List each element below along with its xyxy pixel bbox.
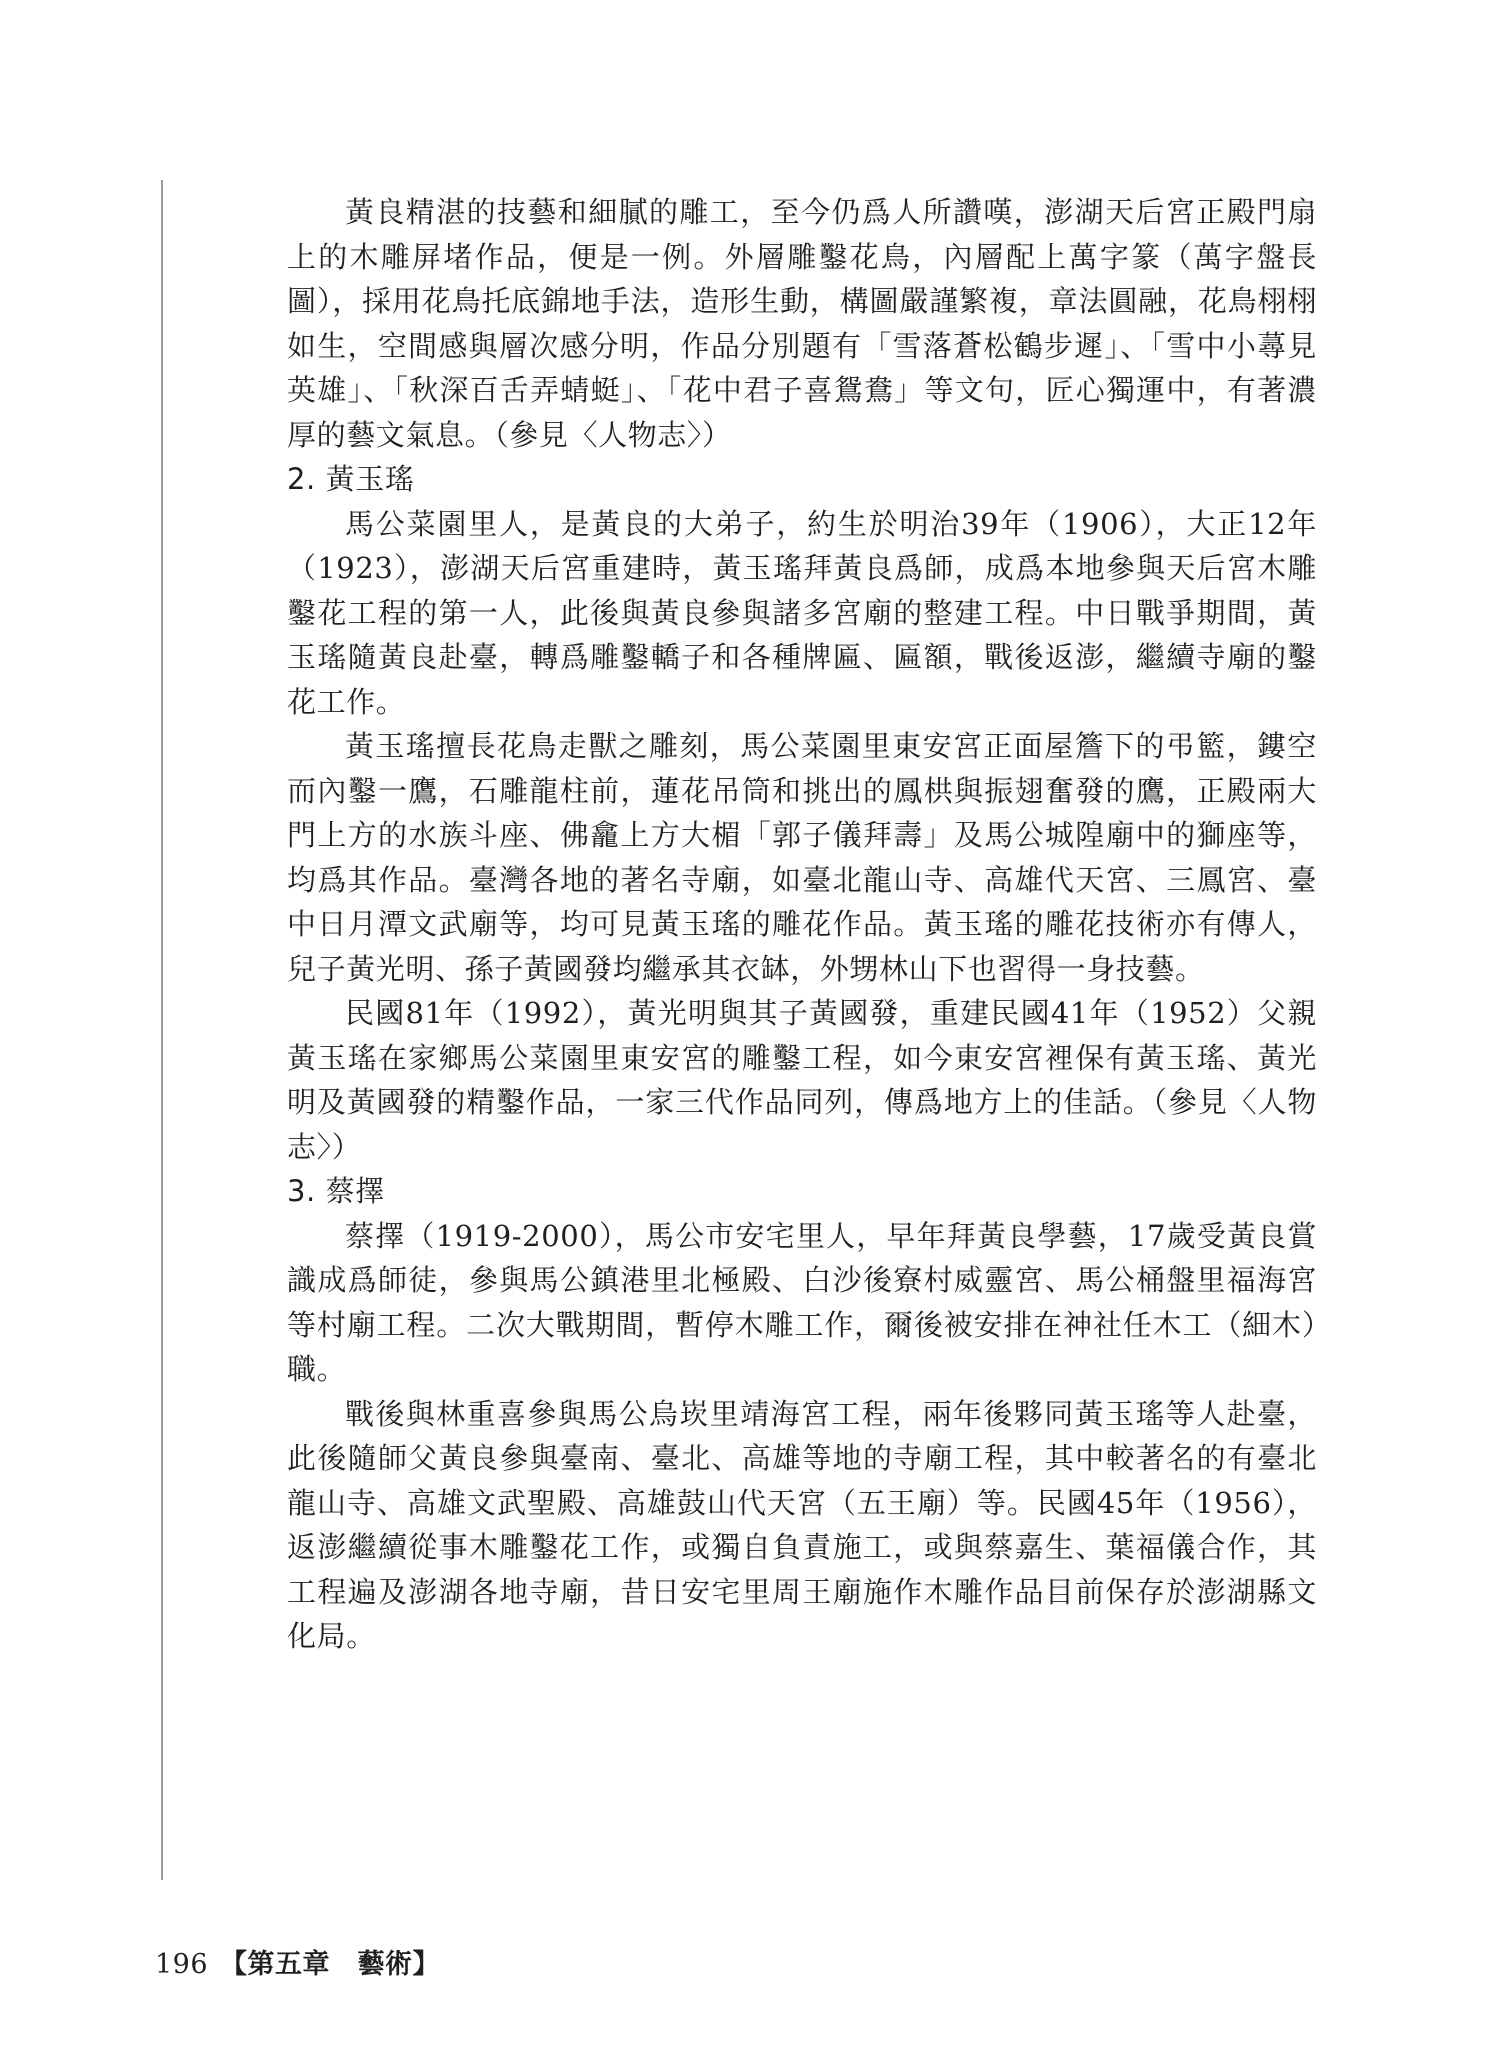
paragraph: 黃玉瑤擅長花鳥走獸之雕刻，馬公菜園里東安宮正面屋簷下的弔籃，鏤空而內鑿一鷹，石雕龍柱前，蓮花吊筒和挑出的鳳栱與振翅奮發的鷹，正殿兩大門上方的水族斗座、佛龕上方大楣「郭子儀拜壽」及馬公城隍廟中的獅座等，均爲其作品。臺灣各地的著名寺廟，如臺北龍山寺、高雄代天宮、三鳳宮、臺中日月潭文武廟等，均可見黃玉瑤的雕花作品。黃玉瑤的雕花技術亦有傳人，兒子黃光明、孫子黃國發均繼承其衣缽，外甥林山下也習得一身技藝。	[287, 729, 1317, 986]
margin-rule	[161, 180, 163, 1880]
section-heading: 3. 蔡擇	[287, 1174, 385, 1208]
paragraph: 黃良精湛的技藝和細膩的雕工，至今仍爲人所讚嘆，澎湖天后宮正殿門扇上的木雕屏堵作品，便是一例。外層雕鑿花鳥，內層配上萬字篆（萬字盤長圖），採用花鳥托底錦地手法，造形生動，構圖嚴謹繁複，章法圓融，花鳥栩栩如生，空間感與層次感分明，作品分別題有「雪落蒼松鶴步遲」、「雪中小蕁見英雄」、「秋深百舌弄蜻蜓」、「花中君子喜鴛鴦」等文句，匠心獨運中，有著濃厚的藝文氣息。（參見〈人物志〉）	[287, 195, 1317, 452]
page-footer	[155, 1942, 440, 1981]
paragraph: 戰後與林重喜參與馬公烏崁里靖海宮工程，兩年後夥同黃玉瑤等人赴臺，此後隨師父黃良參與臺南、臺北、高雄等地的寺廟工程，其中較著名的有臺北龍山寺、高雄文武聖殿、高雄鼓山代天宮（五王廟）等。民國45年（1956），返澎繼續從事木雕鑿花工作，或獨自負責施工，或與蔡嘉生、葉福儀合作，其工程遍及澎湖各地寺廟，昔日安宅里周王廟施作木雕作品目前保存於澎湖縣文化局。	[287, 1396, 1317, 1653]
paragraph: 蔡擇（1919-2000），馬公市安宅里人，早年拜黃良學藝，17歲受黃良賞識成爲師徒，參與馬公鎮港里北極殿、白沙後寮村威靈宮、馬公桶盤里福海宮等村廟工程。二次大戰期間，暫停木雕工作，爾後被安排在神社任木工（細木）職。	[287, 1218, 1317, 1386]
page-number: 196	[155, 1949, 209, 1980]
paragraph: 民國81年（1992），黃光明與其子黃國發，重建民國41年（1952）父親黃玉瑤在家鄉馬公菜園里東安宮的雕鑿工程，如今東安宮裡保有黃玉瑤、黃光明及黃國發的精鑿作品，一家三代作品同列，傳爲地方上的佳話。（參見〈人物志〉）	[287, 996, 1317, 1164]
paragraph: 馬公菜園里人，是黃良的大弟子，約生於明治39年（1906），大正12年（1923），澎湖天后宮重建時，黃玉瑤拜黃良爲師，成爲本地參與天后宮木雕鑿花工程的第一人，此後與黃良參與諸多宮廟的整建工程。中日戰爭期間，黃玉瑤隨黃良赴臺，轉爲雕鑿轎子和各種牌匾、匾額，戰後返澎，繼續寺廟的鑿花工作。	[287, 506, 1317, 719]
section-heading: 2. 黃玉瑤	[287, 462, 415, 496]
page-body	[287, 190, 1317, 1659]
chapter-label: 【第五章 藝術】	[220, 1949, 441, 1980]
